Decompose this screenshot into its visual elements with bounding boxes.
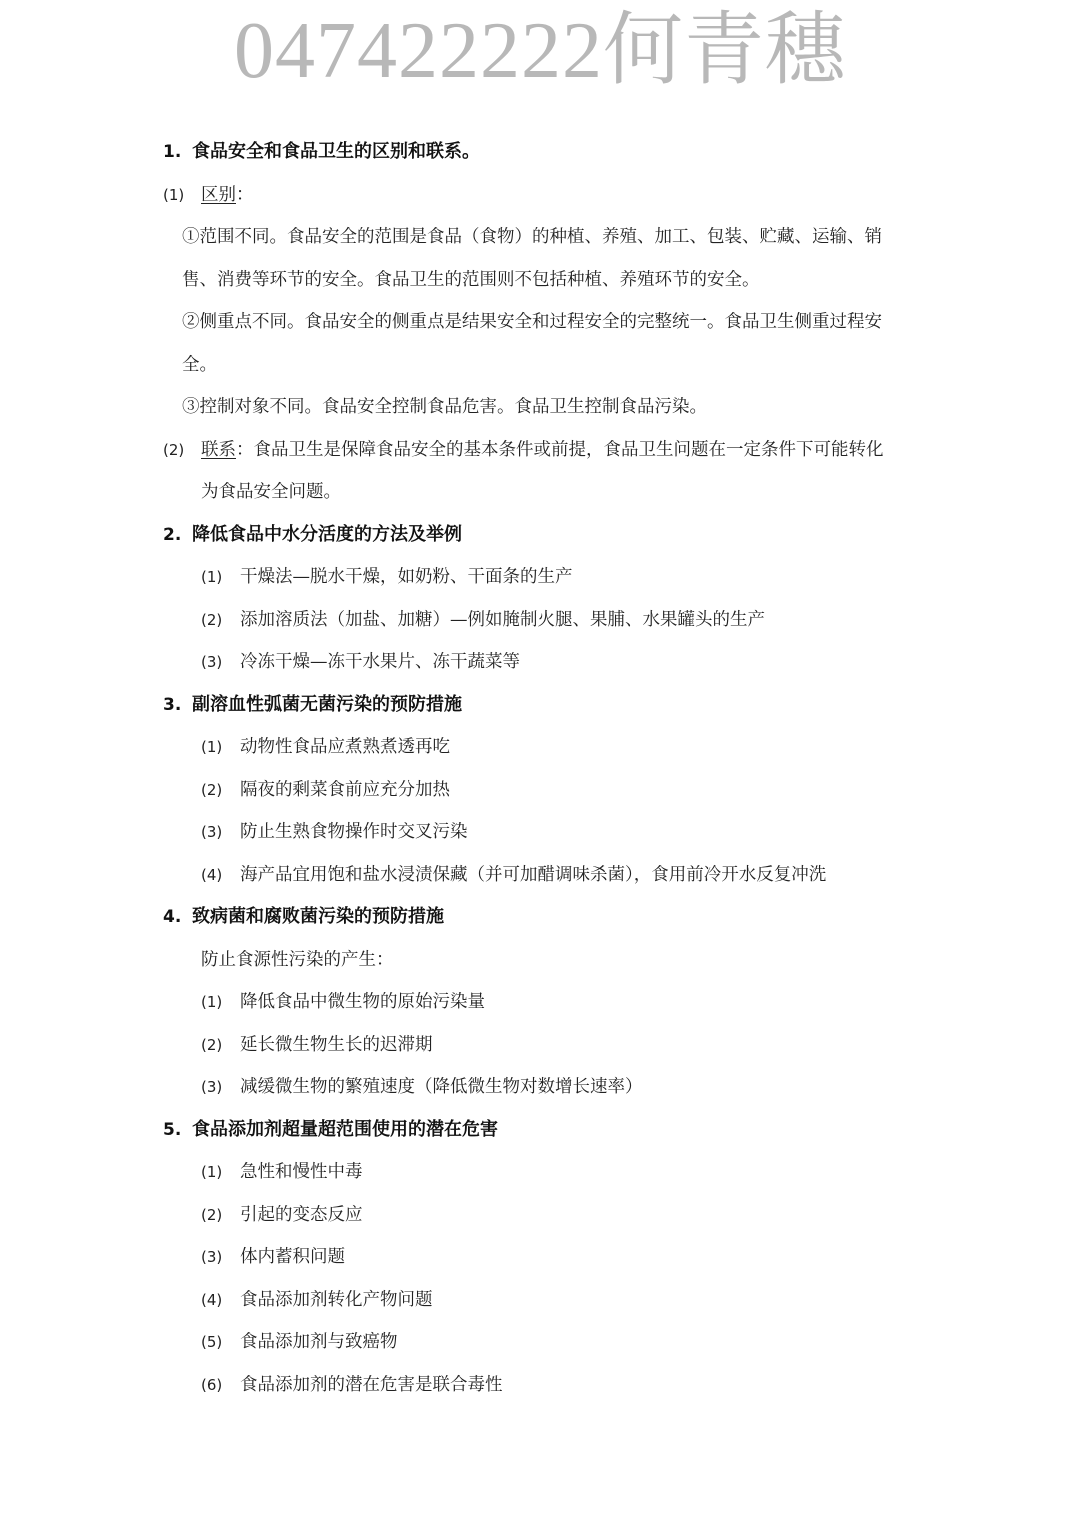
item-text: 干燥法—脱水干燥，如奶粉、干面条的生产: [240, 567, 573, 587]
paragraph-text: 防止食源性污染的产生：: [201, 949, 394, 970]
q1-diff-1-line-1: [0, 216, 1080, 259]
item-number: (2): [163, 440, 185, 459]
item-text: 延长微生物生长的迟滞期: [240, 1034, 433, 1055]
paragraph-text: 全。: [182, 354, 217, 375]
item-text: 防止生熟食物操作时交叉污染: [240, 822, 468, 842]
document-body: [0, 131, 1080, 1406]
label-relation: 联系: [201, 439, 236, 460]
list-item: [0, 1236, 1080, 1279]
heading-text: 食品安全和食品卫生的区别和联系。: [192, 141, 480, 162]
list-item: [0, 1321, 1080, 1364]
list-item: [0, 599, 1080, 642]
item-text: 降低食品中微生物的原始污染量: [240, 992, 485, 1012]
list-item: [0, 1364, 1080, 1407]
list-item: [0, 1066, 1080, 1109]
item-number: (3): [201, 653, 223, 671]
item-number: (1): [201, 738, 223, 756]
paragraph-text: ：食品卫生是保障食品安全的基本条件或前提，食品卫生问题在一定条件下可能转化: [236, 439, 884, 460]
heading-number: 2.: [163, 524, 182, 545]
item-number: (1): [201, 993, 223, 1011]
item-number: (4): [201, 865, 223, 884]
item-number: (2): [201, 780, 223, 799]
item-text: 体内蓄积问题: [240, 1247, 345, 1267]
heading-number: 1.: [163, 142, 182, 162]
item-number: (2): [201, 610, 223, 629]
list-item: [0, 981, 1080, 1024]
item-text: 急性和慢性中毒: [240, 1162, 363, 1182]
list-item: [0, 1151, 1080, 1194]
heading-q2: [0, 514, 1080, 557]
item-number: (1): [201, 1163, 223, 1181]
heading-number: 3.: [163, 694, 182, 715]
heading-text: 食品添加剂超量超范围使用的潜在危害: [192, 1118, 498, 1140]
item-number: (4): [201, 1290, 223, 1309]
item-number: (2): [201, 1205, 223, 1224]
item-text: 冷冻干燥—冻干水果片、冻干蔬菜等: [240, 652, 520, 672]
item-number: (3): [201, 1248, 223, 1266]
item-text: 食品添加剂的潜在危害是联合毒性: [240, 1374, 503, 1395]
item-text: 动物性食品应煮熟煮透再吃: [240, 737, 450, 757]
heading-q1: [0, 131, 1080, 174]
label-difference: 区别: [201, 184, 236, 205]
q1-part-relation: [0, 429, 1080, 472]
paragraph-text: ①范围不同。食品安全的范围是食品（食物）的种植、养殖、加工、包装、贮藏、运输、销: [182, 227, 882, 247]
colon: ：: [236, 184, 254, 205]
item-text: 添加溶质法（加盐、加糖）—例如腌制火腿、果脯、水果罐头的生产: [240, 609, 765, 630]
list-item: [0, 1279, 1080, 1322]
item-number: (1): [163, 185, 185, 204]
item-number: (5): [201, 1333, 223, 1351]
item-text: 引起的变态反应: [240, 1204, 363, 1225]
item-text: 减缓微生物的繁殖速度（降低微生物对数增长速率）: [240, 1077, 643, 1097]
item-text: 食品添加剂与致癌物: [240, 1332, 398, 1352]
list-item: [0, 1194, 1080, 1237]
heading-text: 降低食品中水分活度的方法及举例: [192, 523, 462, 545]
list-item: [0, 811, 1080, 854]
paragraph-text: 为食品安全问题。: [201, 482, 341, 502]
heading-number: 4.: [163, 907, 182, 927]
item-number: (6): [201, 1375, 223, 1394]
list-item: [0, 1024, 1080, 1067]
q1-part-difference: [0, 174, 1080, 217]
list-item: [0, 769, 1080, 812]
paragraph-text: ③控制对象不同。食品安全控制食品危害。食品卫生控制食品污染。: [182, 397, 707, 417]
paragraph-text: 售、消费等环节的安全。食品卫生的范围则不包括种植、养殖环节的安全。: [182, 269, 760, 290]
q1-diff-3: [0, 386, 1080, 429]
heading-text: 副溶血性弧菌无菌污染的预防措施: [192, 693, 462, 715]
q1-diff-2-line-2: [0, 344, 1080, 387]
list-item: [0, 854, 1080, 897]
heading-q3: [0, 684, 1080, 727]
list-item: [0, 641, 1080, 684]
q4-intro: [0, 939, 1080, 982]
list-item: [0, 726, 1080, 769]
item-number: (3): [201, 1078, 223, 1096]
q1-diff-1-line-2: [0, 259, 1080, 302]
paragraph-text: ②侧重点不同。食品安全的侧重点是结果安全和过程安全的完整统一。食品卫生侧重过程安: [182, 312, 882, 332]
list-item: [0, 556, 1080, 599]
heading-q4: [0, 896, 1080, 939]
item-text: 食品添加剂转化产物问题: [240, 1289, 433, 1310]
item-text: 隔夜的剩菜食前应充分加热: [240, 779, 450, 800]
item-number: (2): [201, 1035, 223, 1054]
q1-relation-line-2: [0, 471, 1080, 514]
heading-number: 5.: [163, 1119, 182, 1140]
q1-diff-2-line-1: [0, 301, 1080, 344]
item-number: (1): [201, 568, 223, 586]
item-text: 海产品宜用饱和盐水浸渍保藏（并可加醋调味杀菌），食用前冷开水反复冲洗: [240, 864, 827, 885]
watermark: 047422222何青穗: [234, 7, 846, 95]
heading-text: 致病菌和腐败菌污染的预防措施: [192, 906, 444, 927]
heading-q5: [0, 1109, 1080, 1152]
item-number: (3): [201, 823, 223, 841]
